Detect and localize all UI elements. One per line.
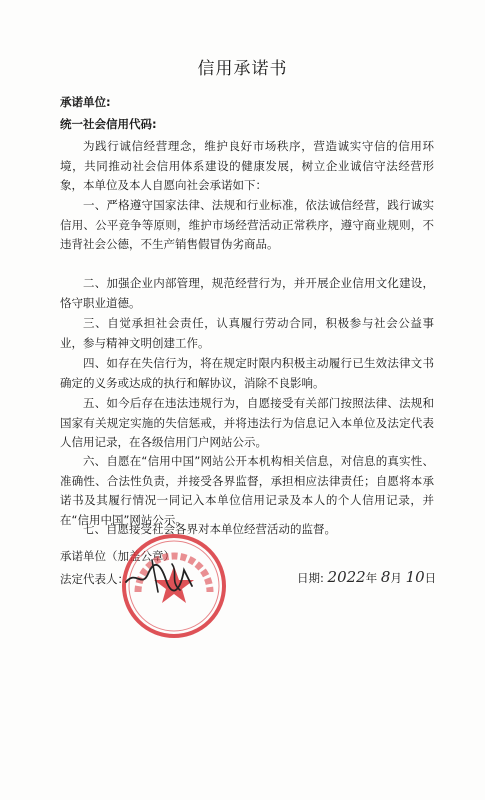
signing-date <box>297 568 436 586</box>
legal-representative-label: 法定代表人： <box>60 572 129 586</box>
date-label: 日期: <box>297 571 324 585</box>
date-day-suffix: 日 <box>424 571 437 585</box>
commitment-item-4: 四、如存在失信行为，将在规定时限内积极主动履行已生效法律文书确定的义务或达成的执行和解协议，消除不良影响。 <box>60 356 434 390</box>
document-title: 信用承诺书 <box>197 59 288 79</box>
intro-paragraph: 为践行诚信经营理念，维护良好市场秩序，营造诚实守信的信用环境，共同推动社会信用体系建设的健康发展，树立企业诚信守法经营形象，本单位及本人自愿向社会承诺如下： <box>60 139 434 192</box>
date-month-suffix: 月 <box>390 571 402 585</box>
date-month: 8 <box>380 568 391 586</box>
commitment-item-1: 一、严格遵守国家法律、法规和行业标准，依法诚信经营，践行诚实信用、公平竞争等原则，维护市场经营活动正常秩序，遵守商业规则，不违背社会公德，不生产销售假冒伪劣商品。 <box>60 198 434 251</box>
date-day: 10 <box>405 568 425 586</box>
commitment-unit-label: 承诺单位: <box>60 95 111 109</box>
unit-seal-label: 承诺单位（加盖公章） <box>60 549 175 563</box>
commitment-item-5: 五、如今后存在违法违规行为，自愿接受有关部门按照法律、法规和国家有关规定实施的失信惩戒，并将违法行为信息记入本单位及法定代表人信用记录，在各级信用门户网站公示。 <box>60 396 434 449</box>
date-year: 2022 <box>327 568 366 586</box>
credit-code-label: 统一社会信用代码: <box>60 117 157 131</box>
commitment-item-7: 七、自愿接受社会各界对本单位经营活动的监督。 <box>83 522 336 536</box>
commitment-item-2: 二、加强企业内部管理，规范经营行为，并开展企业信用文化建设，恪守职业道德。 <box>60 276 434 310</box>
commitment-item-3: 三、自觉承担社会责任，认真履行劳动合同，积极参与社会公益事业，参与精神文明创建工作。 <box>60 316 434 350</box>
handwritten-signature <box>122 552 202 598</box>
date-year-suffix: 年 <box>365 571 378 585</box>
commitment-item-6: 六、自愿在“信用中国”网站公开本机构相关信息，对信息的真实性、准确性、合法性负责，并接受各界监督，承担相应法律责任；自愿将本承诺书及其履行情况一同记入本单位信用记录及本人的个人信用记录，并在“信用中国”网站公示。 <box>60 454 434 527</box>
